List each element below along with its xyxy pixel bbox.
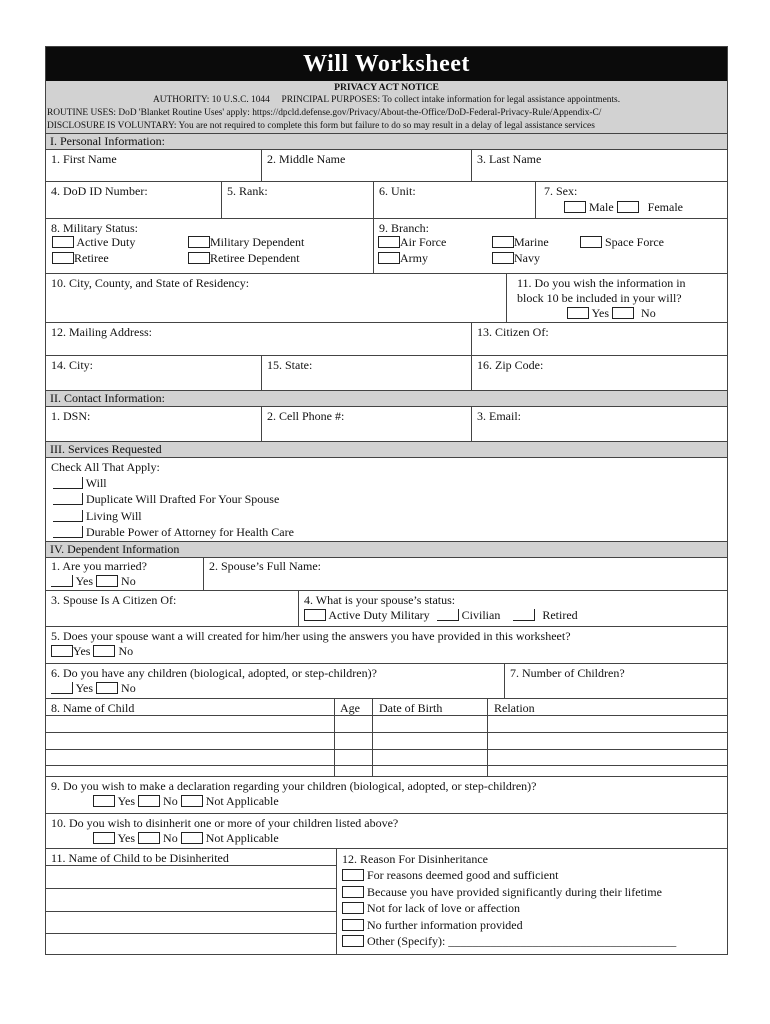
table-row[interactable] (46, 765, 727, 766)
middle-name-field[interactable] (261, 150, 471, 181)
city-field[interactable] (46, 356, 261, 390)
services-field (46, 458, 727, 541)
spouse-will-row (46, 627, 727, 664)
table-row[interactable] (46, 911, 336, 912)
reason-header: 12. Reason For Disinheritance (342, 852, 488, 866)
dod-id-label: 4. DoD ID Number: (51, 184, 148, 198)
retired-checkbox[interactable] (513, 609, 535, 621)
check-all-label: Check All That Apply: (51, 460, 160, 474)
reason-love-checkbox[interactable] (342, 902, 364, 914)
navy-label: Navy (514, 251, 540, 265)
spouse-name-field[interactable] (203, 558, 727, 590)
civilian-checkbox[interactable] (437, 609, 459, 621)
branch-field (373, 219, 727, 273)
branch-label: 9. Branch: (379, 221, 429, 235)
military-status-field (46, 219, 373, 273)
married-row (46, 558, 727, 591)
services-row (46, 458, 727, 542)
table-row[interactable] (46, 865, 336, 866)
poa-health-checkbox[interactable] (53, 526, 83, 538)
city-row (46, 356, 727, 391)
include-yes-checkbox[interactable] (567, 307, 589, 319)
sex-label: 7. Sex: (544, 184, 578, 198)
married-no-checkbox[interactable] (96, 575, 118, 587)
name-row (46, 150, 727, 182)
disinherit-table (46, 849, 727, 954)
section-contact: II. Contact Information: (46, 391, 727, 407)
table-row[interactable] (46, 888, 336, 889)
married-yes-label: Yes (75, 574, 94, 588)
citizen-of-field[interactable] (471, 323, 727, 355)
reason-provided-checkbox[interactable] (342, 886, 364, 898)
city-label: 14. City: (51, 358, 94, 372)
cell-phone-label: 2. Cell Phone #: (267, 409, 345, 423)
table-divider (336, 849, 337, 954)
spouse-will-field (46, 627, 727, 663)
disinherit-row (46, 814, 727, 849)
retiree-dependent-label: Retiree Dependent (210, 251, 300, 265)
space-force-checkbox[interactable] (580, 236, 602, 248)
spouse-will-yes-label: Yes (73, 644, 91, 658)
reason-list (342, 851, 676, 949)
num-children-field[interactable] (504, 664, 727, 698)
privacy-heading: PRIVACY ACT NOTICE (334, 82, 439, 93)
children-field (46, 664, 504, 698)
children-row (46, 664, 727, 699)
disinherit-na-checkbox[interactable] (181, 832, 203, 844)
last-name-field[interactable] (471, 150, 727, 181)
residency-label: 10. City, County, and State of Residency: (51, 276, 250, 290)
mailing-row (46, 323, 727, 356)
include-no-label: No (641, 306, 656, 320)
declaration-yes-label: Yes (117, 794, 136, 808)
last-name-label: 3. Last Name (477, 152, 542, 166)
disinherit-no-checkbox[interactable] (138, 832, 160, 844)
service-duplicate-will-label: Duplicate Will Drafted For Your Spouse (86, 492, 280, 507)
zip-field[interactable] (471, 356, 727, 390)
residency-field[interactable] (46, 274, 506, 322)
status-row (46, 219, 727, 274)
section-personal: I. Personal Information: (46, 134, 727, 150)
air-force-label: Air Force (400, 235, 447, 249)
reason-love-label: Not for lack of love or affection (367, 901, 521, 916)
marine-label: Marine (514, 235, 549, 249)
citizen-of-label: 13. Citizen Of: (477, 325, 549, 339)
retiree-checkbox[interactable] (52, 252, 74, 264)
include-yes-label: Yes (591, 306, 610, 320)
age-header: Age (340, 701, 360, 715)
married-yes-checkbox[interactable] (51, 575, 73, 587)
state-field[interactable] (261, 356, 471, 390)
section-services: III. Services Requested (46, 442, 727, 458)
mailing-address-field[interactable] (46, 323, 471, 355)
contact-row (46, 407, 727, 442)
service-living-will-label: Living Will (86, 508, 142, 523)
reason-good-label: For reasons deemed good and sufficient (367, 868, 559, 883)
include-residency-q2: block 10 be included in your will? (517, 291, 682, 305)
email-label: 3. Email: (477, 409, 521, 423)
retiree-label: Retiree (74, 251, 109, 265)
civilian-label: Civilian (461, 608, 501, 622)
privacy-disclosure: DISCLOSURE IS VOLUNTARY: You are not required to complete this form but failure to do so may result in a delay of legal assistance services (47, 121, 595, 131)
children-no-checkbox[interactable] (96, 682, 118, 694)
child-name-header: 8. Name of Child (51, 701, 135, 715)
disinherit-field (46, 814, 727, 848)
living-will-checkbox[interactable] (53, 510, 83, 522)
reason-other-checkbox[interactable] (342, 935, 364, 947)
dod-id-field[interactable] (46, 182, 221, 218)
male-label: Male (589, 200, 614, 214)
reason-provided-label: Because you have provided significantly during their lifetime (367, 884, 662, 899)
declaration-na-label: Not Applicable (205, 794, 279, 808)
spouse-will-yes-checkbox[interactable] (51, 645, 73, 657)
disinherit-yes-checkbox[interactable] (93, 832, 115, 844)
active-duty-military-label: Active Duty Military (328, 608, 430, 622)
declaration-no-label: No (163, 794, 178, 808)
declaration-field (46, 777, 727, 813)
spouse-citizen-label: 3. Spouse Is A Citizen Of: (51, 593, 177, 607)
male-checkbox[interactable] (564, 201, 586, 213)
zip-label: 16. Zip Code: (477, 358, 544, 372)
children-yes-label: Yes (75, 681, 94, 695)
air-force-checkbox[interactable] (378, 236, 400, 248)
unit-label: 6. Unit: (379, 184, 416, 198)
state-label: 15. State: (267, 358, 313, 372)
disinherit-no-label: No (163, 831, 178, 845)
declaration-yes-checkbox[interactable] (93, 795, 115, 807)
disinherit-label: 10. Do you wish to disinherit one or more of your children listed above? (51, 816, 399, 830)
spouse-will-label: 5. Does your spouse want a will created for him/her using the answers you have provided in this worksheet? (51, 629, 571, 643)
table-row[interactable] (46, 715, 727, 716)
children-table (46, 699, 727, 777)
service-poa-label: Durable Power of Attorney for Health Care (86, 524, 294, 539)
children-yes-checkbox[interactable] (51, 682, 73, 694)
privacy-routine-uses: ROUTINE USES: DoD 'Blanket Routine Uses' apply: https://dpcld.defense.gov/Privacy/About-the-Office/DoD-Federal-Privacy-Rule/Appendix-C/ (47, 108, 602, 118)
table-row[interactable] (46, 732, 727, 733)
declaration-row (46, 777, 727, 814)
female-label: Female (647, 200, 683, 214)
military-dependent-checkbox[interactable] (188, 236, 210, 248)
disinherit-name-header: 11. Name of Child to be Disinherited (51, 851, 229, 865)
children-no-label: No (121, 681, 136, 695)
spouse-citizen-row (46, 591, 727, 627)
declaration-na-checkbox[interactable] (181, 795, 203, 807)
dsn-label: 1. DSN: (51, 409, 91, 423)
first-name-field[interactable] (46, 150, 261, 181)
reason-no-info-checkbox[interactable] (342, 919, 364, 931)
space-force-label: Space Force (605, 235, 664, 249)
reason-good-checkbox[interactable] (342, 869, 364, 881)
page-title: Will Worksheet (46, 47, 727, 81)
cell-phone-field[interactable] (261, 407, 471, 441)
navy-checkbox[interactable] (492, 252, 514, 264)
email-field[interactable] (471, 407, 727, 441)
residency-row (46, 274, 727, 323)
service-will-label: Will (85, 476, 107, 491)
include-no-checkbox[interactable] (612, 307, 634, 319)
reason-other-label: Other (Specify): ______________________________________ (367, 934, 677, 949)
id-row (46, 182, 727, 219)
rank-label: 5. Rank: (227, 184, 268, 198)
duplicate-will-checkbox[interactable] (53, 493, 83, 505)
active-duty-label: Active Duty (76, 235, 136, 249)
include-residency-field (506, 274, 727, 322)
sex-field (535, 182, 727, 218)
declaration-label: 9. Do you wish to make a declaration regarding your children (biological, adopted, or step-children)? (51, 779, 537, 793)
privacy-notice (46, 81, 727, 134)
table-row[interactable] (46, 933, 336, 934)
will-worksheet-form (45, 46, 728, 955)
include-residency-q1: 11. Do you wish the information in (517, 276, 686, 290)
spouse-will-no-checkbox[interactable] (93, 645, 115, 657)
num-children-label: 7. Number of Children? (510, 666, 625, 680)
married-label: 1. Are you married? (51, 559, 147, 573)
privacy-authority: AUTHORITY: 10 U.S.C. 1044 PRINCIPAL PURPOSES: To collect intake information for legal assistance appointments. (152, 95, 621, 105)
retiree-dependent-checkbox[interactable] (188, 252, 210, 264)
first-name-label: 1. First Name (51, 152, 117, 166)
reason-no-info-label: No further information provided (367, 917, 523, 932)
will-checkbox[interactable] (53, 477, 83, 489)
rank-field[interactable] (221, 182, 373, 218)
active-duty-checkbox[interactable] (52, 236, 74, 248)
married-no-label: No (121, 574, 136, 588)
spouse-status-field (298, 591, 727, 626)
spouse-status-label: 4. What is your spouse’s status: (304, 593, 456, 607)
disinherit-na-label: Not Applicable (205, 831, 279, 845)
relation-header: Relation (494, 701, 535, 715)
children-label: 6. Do you have any children (biological, adopted, or step-children)? (51, 666, 377, 680)
military-status-label: 8. Military Status: (51, 221, 138, 235)
declaration-no-checkbox[interactable] (138, 795, 160, 807)
unit-field[interactable] (373, 182, 535, 218)
dsn-field[interactable] (46, 407, 261, 441)
disinherit-yes-label: Yes (117, 831, 136, 845)
military-dependent-label: Military Dependent (210, 235, 305, 249)
active-duty-military-checkbox[interactable] (304, 609, 326, 621)
army-label: Army (400, 251, 428, 265)
section-dependent: IV. Dependent Information (46, 542, 727, 558)
marine-checkbox[interactable] (492, 236, 514, 248)
dob-header: Date of Birth (379, 701, 443, 715)
retired-label: Retired (542, 608, 578, 622)
table-row[interactable] (46, 749, 727, 750)
middle-name-label: 2. Middle Name (267, 152, 346, 166)
spouse-citizen-field[interactable] (46, 591, 298, 626)
married-field (46, 558, 203, 590)
spouse-will-no-label: No (118, 644, 134, 658)
army-checkbox[interactable] (378, 252, 400, 264)
mailing-address-label: 12. Mailing Address: (51, 325, 152, 339)
spouse-name-label: 2. Spouse’s Full Name: (209, 559, 322, 573)
female-checkbox[interactable] (617, 201, 639, 213)
